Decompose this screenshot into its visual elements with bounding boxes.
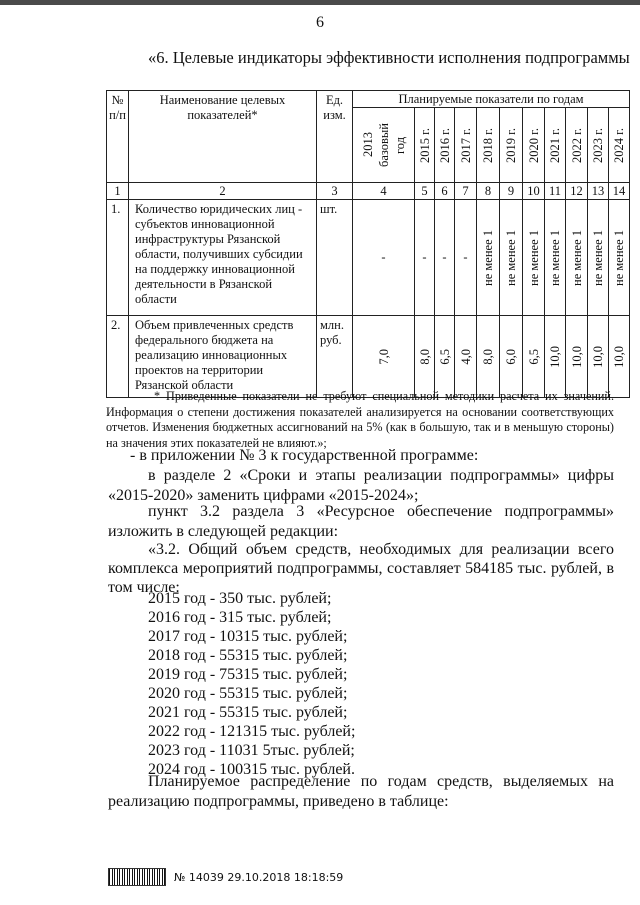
indicator-value-cell (566, 316, 588, 398)
table-footnote (106, 389, 614, 451)
indicator-value-cell (609, 316, 630, 398)
hdr-year (477, 108, 500, 183)
indicator-value: не менее 1 (612, 229, 626, 286)
indicator-value: 6,5 (526, 348, 541, 365)
indicator-value-cell (588, 316, 609, 398)
year-label: 2021 г. (548, 127, 562, 163)
indicator-value-cell (545, 316, 566, 398)
indicator-value-cell (523, 316, 545, 398)
indicator-value: 10,0 (612, 345, 626, 368)
indicator-value: 7,0 (376, 348, 391, 365)
year-label: 2019 г. (504, 127, 518, 163)
footnote-text: * Приведенные показатели не требуют специальной методики расчета их значений. Информация о степени достижения показателей анализируется на основании соответствующих отчетов. Изменения бюджетных ассигнований на 5% (как в большую, так и в меньшую стороны) на значения этих показателей не влияют.»; (106, 389, 614, 450)
indicator-value-cell (477, 316, 500, 398)
colnum: 9 (500, 183, 523, 200)
year-label: 2018 г. (481, 127, 495, 163)
section-heading: «6. Целевые индикаторы эффективности исполнения подпрограммы (148, 48, 630, 67)
indicator-value: не менее 1 (569, 229, 584, 286)
document-footer (108, 868, 343, 886)
indicator-value: 10,0 (591, 345, 605, 368)
hdr-year (588, 108, 609, 183)
year-label: 2024 г. (612, 127, 626, 163)
funding-item: 2016 год - 315 тыс. рублей; (148, 609, 332, 626)
hdr-unit: Ед. изм. (317, 91, 353, 183)
indicator-value-cell (500, 316, 523, 398)
funding-item: 2020 год - 55315 тыс. рублей; (148, 685, 348, 702)
indicator-value: не менее 1 (548, 229, 562, 286)
funding-item: 2023 год - 11031 5тыс. рублей; (148, 742, 355, 759)
colnum: 14 (609, 183, 630, 200)
paragraph-distribution: Планируемое распределение по годам средств, выделяемых на реализацию подпрограммы, приведено в таблице: (108, 773, 614, 810)
colnum: 2 (129, 183, 317, 200)
year-label: 2023 г. (591, 127, 605, 163)
colnum: 4 (353, 183, 415, 200)
funding-item: 2024 год - 100315 тыс. рублей. (148, 761, 355, 778)
hdr-year (435, 108, 455, 183)
row-number: 2. (107, 316, 129, 398)
year-label: 2020 г. (526, 127, 541, 163)
colnum: 6 (435, 183, 455, 200)
hdr-num: № п/п (107, 91, 129, 183)
paragraph-appendix: - в приложении № 3 к государственной программе: (130, 447, 479, 464)
hdr-year (455, 108, 477, 183)
indicator-value: 10,0 (548, 345, 562, 368)
indicator-value-cell (435, 316, 455, 398)
funding-item: 2019 год - 75315 тыс. рублей; (148, 666, 348, 683)
indicator-value: не менее 1 (504, 229, 518, 286)
funding-item: 2022 год - 121315 тыс. рублей; (148, 723, 356, 740)
indicator-value: не менее 1 (526, 229, 541, 286)
colnum: 5 (415, 183, 435, 200)
colnum: 1 (107, 183, 129, 200)
indicator-value-cell (500, 200, 523, 316)
hdr-year (415, 108, 435, 183)
colnum: 13 (588, 183, 609, 200)
paragraph-total: «3.2. Общий объем средств, необходимых для реализации всего комплекса мероприятий подпрограммы, составляет 584185 тыс. рублей, в том числе: (108, 541, 614, 596)
colnum: 7 (455, 183, 477, 200)
indicator-value: 10,0 (569, 345, 584, 368)
funding-item: 2015 год - 350 тыс. рублей; (148, 590, 332, 607)
registration-stamp: № 14039 29.10.2018 18:18:59 (174, 870, 344, 884)
indicator-value: не менее 1 (481, 229, 495, 286)
indicator-value: - (415, 200, 435, 316)
page-number: 6 (316, 14, 324, 31)
indicator-value-cell (609, 200, 630, 316)
indicator-name: Объем привлеченных средств федерального бюджета на реализацию инновационных проектов на территории Рязанской области (129, 316, 317, 398)
indicator-value: 8,0 (481, 348, 495, 365)
hdr-year (545, 108, 566, 183)
indicator-value: 8,0 (417, 348, 432, 365)
hdr-year (566, 108, 588, 183)
hdr-year (523, 108, 545, 183)
indicator-value: 6,0 (504, 348, 518, 365)
indicator-name: Количество юридических лиц - субъектов инновационной инфраструктуры Рязанской области, получивших субсидии на поддержку инновационной деятельности в Рязанской области (129, 200, 317, 316)
indicator-value-cell (588, 200, 609, 316)
colnum: 3 (317, 183, 353, 200)
base-year-3: год (392, 136, 407, 154)
indicators-table (106, 90, 630, 398)
hdr-planned: Планируемые показатели по годам (353, 91, 630, 108)
indicator-value-cell (545, 200, 566, 316)
scan-edge (0, 0, 640, 5)
colnum: 12 (566, 183, 588, 200)
colnum: 11 (545, 183, 566, 200)
indicator-value: - (455, 200, 477, 316)
row-number: 1. (107, 200, 129, 316)
table-row (107, 200, 630, 316)
barcode-icon (108, 868, 166, 886)
year-label: 2015 г. (417, 127, 432, 163)
table-row (107, 316, 630, 398)
funding-item: 2018 год - 55315 тыс. рублей; (148, 647, 348, 664)
indicator-unit: шт. (317, 200, 353, 316)
column-number-row (107, 183, 630, 200)
year-label: 2016 г. (437, 127, 452, 163)
hdr-base-year (353, 108, 415, 183)
hdr-name: Наименование целевых показателей* (129, 91, 317, 183)
funding-item: 2017 год - 10315 тыс. рублей; (148, 628, 348, 645)
indicator-value-cell (455, 316, 477, 398)
hdr-year (500, 108, 523, 183)
colnum: 8 (477, 183, 500, 200)
indicator-value-cell (353, 316, 415, 398)
paragraph-point32: пункт 3.2 раздела 3 «Ресурсное обеспечение подпрограммы» изложить в следующей редакции: (108, 503, 614, 540)
paragraph-section2: в разделе 2 «Сроки и этапы реализации подпрограммы» цифры «2015-2020» заменить цифрами «2015-2024»; (108, 467, 614, 504)
base-year-1: 2013 (360, 132, 375, 158)
indicator-value: - (353, 200, 415, 316)
year-label: 2022 г. (569, 127, 584, 163)
indicator-value-cell (523, 200, 545, 316)
indicator-value: не менее 1 (591, 229, 605, 286)
indicator-value-cell (415, 316, 435, 398)
indicator-value-cell (477, 200, 500, 316)
funding-item: 2021 год - 55315 тыс. рублей; (148, 704, 348, 721)
colnum: 10 (523, 183, 545, 200)
year-label: 2017 г. (458, 127, 473, 163)
indicator-value-cell (566, 200, 588, 316)
indicator-value: - (435, 200, 455, 316)
hdr-year (609, 108, 630, 183)
indicator-value: 6,5 (437, 348, 452, 365)
indicator-unit: млн. руб. (317, 316, 353, 398)
indicator-value: 4,0 (458, 348, 473, 365)
base-year-2: базовый (376, 122, 391, 167)
